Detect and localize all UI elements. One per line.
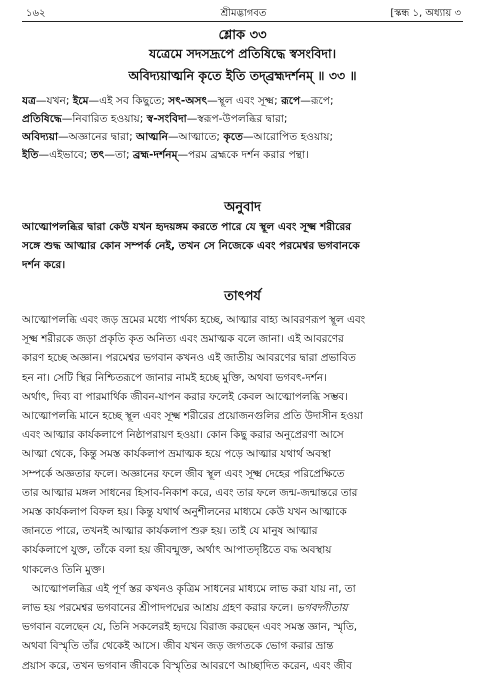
purport-line: কারণ হচ্ছে অজ্ঞান। পরমেশ্বর ভগবান কখনও এই জাতীয় আবরণের দ্বারা প্রভাবিত <box>22 352 356 365</box>
purport-line: তার আত্মার মঙ্গল সাধনের হিসাব-নিকাশ করে, এবং তার ফলে জন্ম-জন্মান্তরে তার <box>22 486 358 499</box>
purport-line: আত্মোপলব্ধির এই পূর্ণ স্তর কখনও কৃত্রিম সাধনের মাধ্যমে লাভ করা যায় না, তা <box>32 582 356 595</box>
verse-line-1: যত্রেমে সদসদ্রূপে প্রতিষিদ্ধে স্বসংবিদা। <box>148 46 337 61</box>
running-title: শ্রীমদ্ভাগবত <box>220 8 267 19</box>
synonym-line <box>22 110 463 128</box>
shloka-heading: শ্লোক ৩৩ <box>218 28 267 43</box>
synonym-word: প্রতিষিদ্ধে <box>22 113 62 125</box>
purport-block <box>22 311 463 676</box>
translation-block <box>22 218 463 275</box>
verse-line-2: অবিদ্যয়াত্মনি কৃতে ইতি তদ্‌ব্রহ্মদর্শনম্‌ ॥ ৩৩ ॥ <box>128 68 357 83</box>
purport-line <box>22 599 463 618</box>
synonym-gloss: —স্বরূপ-উপলব্ধির দ্বারা; <box>186 113 288 125</box>
synonym-word: কৃতে <box>223 131 243 143</box>
synonym-gloss: —এই সব কিছুতে; <box>88 95 169 107</box>
purport-line: সম্পর্কে অজ্ঞতার ফলে। অজ্ঞানের ফলে জীব স্থূল এবং সূক্ষ্ম দেহের পরিপ্রেক্ষিতে <box>22 467 345 480</box>
purport-line: অর্থাৎ, দিব্য বা পারমার্থিক জীবন-যাপন করার ফলেই কেবল আত্মোপলব্ধি সম্ভব। <box>22 390 348 403</box>
synonym-word: স্ব-সংবিদা <box>146 113 187 125</box>
synonym-gloss: —স্থূল এবং সূক্ষ্ম; <box>207 95 282 107</box>
synonym-word: তৎ <box>90 149 105 161</box>
purport-line: জানতে পারে, তখনই আত্মার কার্যকলাপ শুরু হয়। তাই যে মানুষ আত্মার <box>22 525 318 538</box>
synonym-gloss: —এইভাবে; <box>38 149 91 161</box>
synonym-word: আত্মনি <box>136 131 168 143</box>
purport-line: আত্মা থেকে, কিন্তু সমস্ত কার্যকলাপ ভ্রমাত্মক হয়ে পড়ে আত্মার যথার্থ অবস্থা <box>22 448 331 461</box>
synonym-word: সৎ-অসৎ <box>168 95 208 107</box>
synonym-gloss: —আত্মাতে; <box>167 131 224 143</box>
synonym-word: ইমে <box>72 95 89 107</box>
purport-line: ভগবান বলেছেন যে, তিনি সকলেরই হৃদয়ে বিরাজ করছেন এবং সমস্ত জ্ঞান, স্মৃতি, <box>22 621 358 634</box>
purport-line: সূক্ষ্ম শরীরকে জড়া প্রকৃতি কৃত অনিত্য এবং ভ্রমাত্মক বলে জানা। এই আবরণের <box>22 333 344 346</box>
translation-line: দর্শন করে। <box>22 259 66 271</box>
purport-line: আত্মোপলব্ধি এবং জড় ভ্রমের মধ্যে পার্থক্য হচ্ছে, আত্মার বাহ্য আবরণরূপ স্থূল এবং <box>22 314 366 326</box>
synonyms-block <box>22 92 463 164</box>
synonym-line <box>22 92 463 110</box>
chapter-reference: [স্কন্ধ ১, অধ্যায় ৩ <box>390 8 461 19</box>
translation-heading: অনুবাদ <box>224 200 261 215</box>
page-header <box>26 4 461 22</box>
purport-line: সমস্ত কার্যকলাপ বিফল হয়। কিন্তু যথার্থ অনুশীলনের মাধ্যমে কেউ যখন আত্মাকে <box>22 506 347 519</box>
synonym-gloss: —নিবারিত হওয়ায়; <box>61 113 147 125</box>
header-rule <box>22 21 463 22</box>
purport-text: লাভ হয় পরমেশ্বর ভগবানের শ্রীপাদপদ্মের আশ্রয় গ্রহণ করার ফলে। <box>22 602 294 615</box>
purport-heading: তাৎপর্য <box>224 289 261 304</box>
synonym-gloss: —রূপে; <box>300 95 334 107</box>
synonym-gloss: —আরোপিত হওয়ায়; <box>242 131 334 143</box>
synonym-word: রূপে <box>281 95 301 107</box>
synonym-gloss: —পরম ব্রহ্মকে দর্শন করার পন্থা। <box>177 149 309 161</box>
synonym-word: অবিদ্যয়া <box>22 131 59 143</box>
synonym-line <box>22 128 463 146</box>
synonym-line <box>22 146 463 164</box>
translation-line: সঙ্গে শুদ্ধ আত্মার কোন সম্পর্ক নেই, তখন সে নিজেকে এবং পরমেশ্বর ভগবানকে <box>22 240 360 252</box>
synonym-gloss: —যখন; <box>35 95 73 107</box>
translation-line: আত্মোপলব্ধির দ্বারা কেউ যখন হৃদয়ঙ্গম করতে পারে যে স্থূল এবং সূক্ষ্ম শরীরের <box>22 221 352 233</box>
synonym-word: ইতি <box>22 149 39 161</box>
purport-line: কার্যকলাপে যুক্ত, তাঁকে বলা হয় জীবন্মুক্ত, অর্থাৎ আপাতদৃষ্টিতে বদ্ধ অবস্থায় <box>22 544 332 557</box>
purport-line: হন না। সেটি স্থির নিশ্চিতরূপে জানার নামই হচ্ছে মুক্তি, অথবা ভগবৎ-দর্শন। <box>22 371 327 384</box>
purport-line: থাকলেও তিনি মুক্ত। <box>22 563 105 576</box>
purport-line: অথবা বিস্মৃতি তাঁর থেকেই আসে। জীব যখন জড় জগতকে ভোগ করার ভ্রান্ত <box>22 640 334 653</box>
synonym-word: যত্র <box>22 95 36 107</box>
purport-line: আত্মোপলব্ধি মানে হচ্ছে স্থূল এবং সূক্ষ্ম শরীরের প্রয়োজনগুলির প্রতি উদাসীন হওয়া <box>22 410 363 423</box>
book-title: ভগবদ্গীতায় <box>296 602 348 615</box>
synonym-word: ব্রহ্ম-দর্শনম্‌ <box>132 149 178 161</box>
purport-line: এবং আত্মার কার্যকলাপে নিষ্ঠাপরায়ণ হওয়া। কোন কিছু করার অনুপ্রেরণা আসে <box>22 429 344 442</box>
purport-line: প্রয়াস করে, তখন ভগবান জীবকে বিস্মৃতির আবরণে আচ্ছাদিত করেন, এবং জীব <box>22 659 352 672</box>
synonym-gloss: —অজ্ঞানের দ্বারা; <box>58 131 137 143</box>
synonym-gloss: —তা; <box>104 149 133 161</box>
page-number: ১৬২ <box>26 8 46 19</box>
